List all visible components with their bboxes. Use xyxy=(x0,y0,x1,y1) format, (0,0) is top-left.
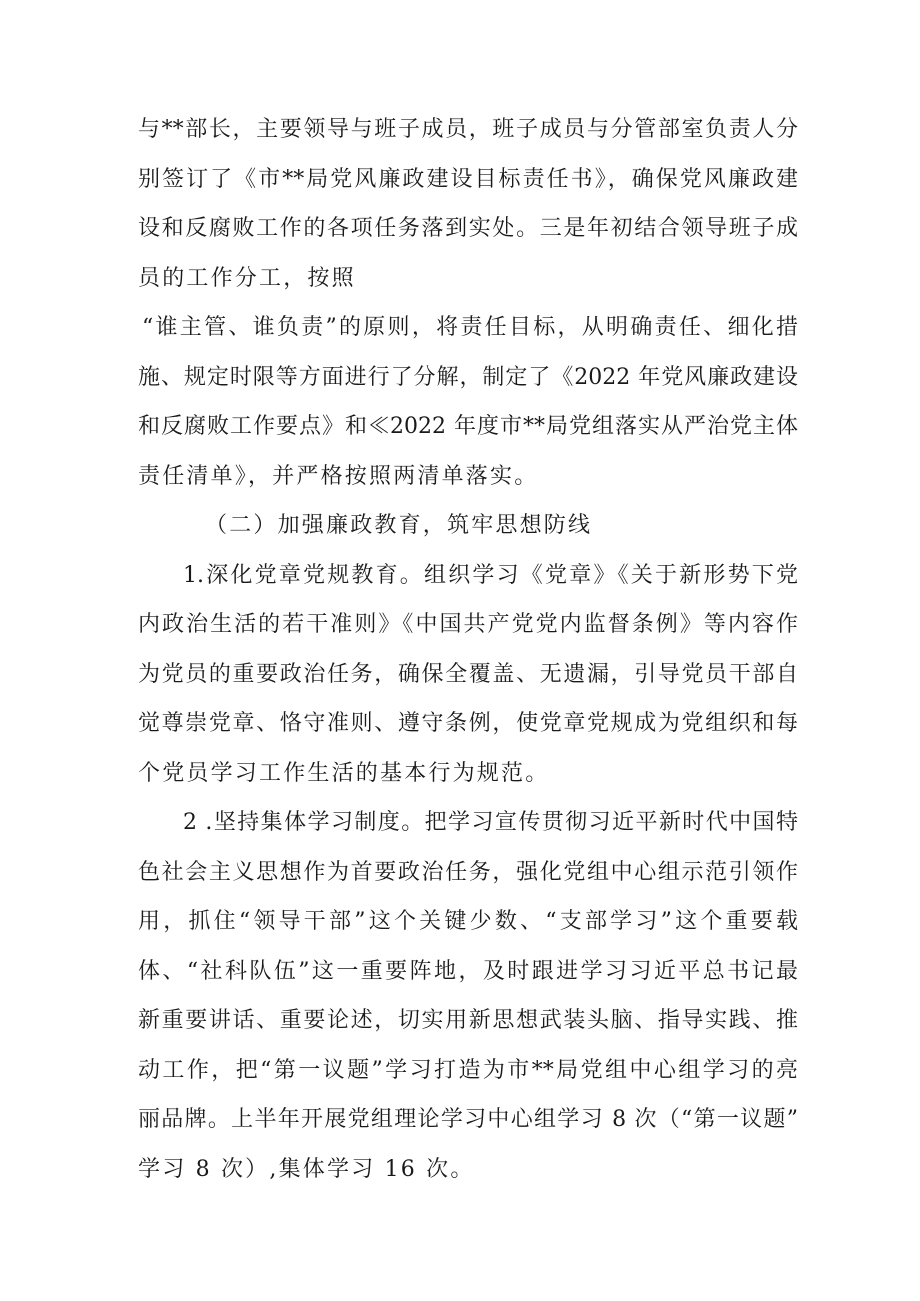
section-heading: （二）加强廉政教育，筑牢思想防线 xyxy=(205,513,593,538)
text-line-15: 2 .坚持集体学习制度。把学习宣传贯彻习近平新时代中国特 xyxy=(183,810,798,835)
text-line-21: 丽品牌。上半年开展党组理论学习中心组学习 8 次（“第一议题” xyxy=(138,1107,798,1132)
text-line-2: 别签订了《市**局党风廉政建设目标责任书》，确保党风廉政建 xyxy=(138,167,798,192)
text-line-1: 与**部长，主要领导与班子成员，班子成员与分管部室负责人分 xyxy=(138,117,798,142)
text-line-20: 动工作，把“第一议题”学习打造为市**局党组中心组学习的亮 xyxy=(138,1058,798,1083)
text-line-11: 内政治生活的若干准则》《中国共产党党内监督条例》等内容作 xyxy=(138,612,798,637)
text-line-3: 设和反腐败工作的各项任务落到实处。三是年初结合领导班子成 xyxy=(138,216,798,241)
text-line-18: 体、“社科队伍”这一重要阵地，及时跟进学习习近平总书记最 xyxy=(138,959,798,984)
text-line-17: 用，抓住“领导干部”这个关键少数、“支部学习”这个重要载 xyxy=(138,909,798,934)
text-line-19: 新重要讲话、重要论述，切实用新思想武装头脑、指导实践、推 xyxy=(138,1008,798,1033)
text-line-22: 学习 8 次）,集体学习 16 次。 xyxy=(138,1157,475,1182)
text-line-14: 个党员学习工作生活的基本行为规范。 xyxy=(138,761,550,786)
text-line-5: “谁主管、谁负责”的原则，将责任目标，从明确责任、细化措 xyxy=(142,315,798,340)
text-line-10: 1.深化党章党规教育。组织学习《党章》《关于新形势下党 xyxy=(183,563,798,588)
text-line-7: 和反腐败工作要点》和≪2022 年度市**局党组落实从严治党主体 xyxy=(138,414,798,439)
text-line-6: 施、规定时限等方面进行了分解，制定了《2022 年党风廉政建设 xyxy=(138,365,798,390)
text-line-4: 员的工作分工，按照 xyxy=(138,266,356,291)
text-line-12: 为党员的重要政治任务，确保全覆盖、无遗漏，引导党员干部自 xyxy=(138,662,798,687)
text-line-16: 色社会主义思想作为首要政治任务，强化党组中心组示范引领作 xyxy=(138,860,798,885)
text-line-8: 责任清单》，并严格按照两清单落实。 xyxy=(138,464,539,489)
text-line-13: 觉尊崇党章、恪守准则、遵守条例，使党章党规成为党组织和每 xyxy=(138,711,798,736)
